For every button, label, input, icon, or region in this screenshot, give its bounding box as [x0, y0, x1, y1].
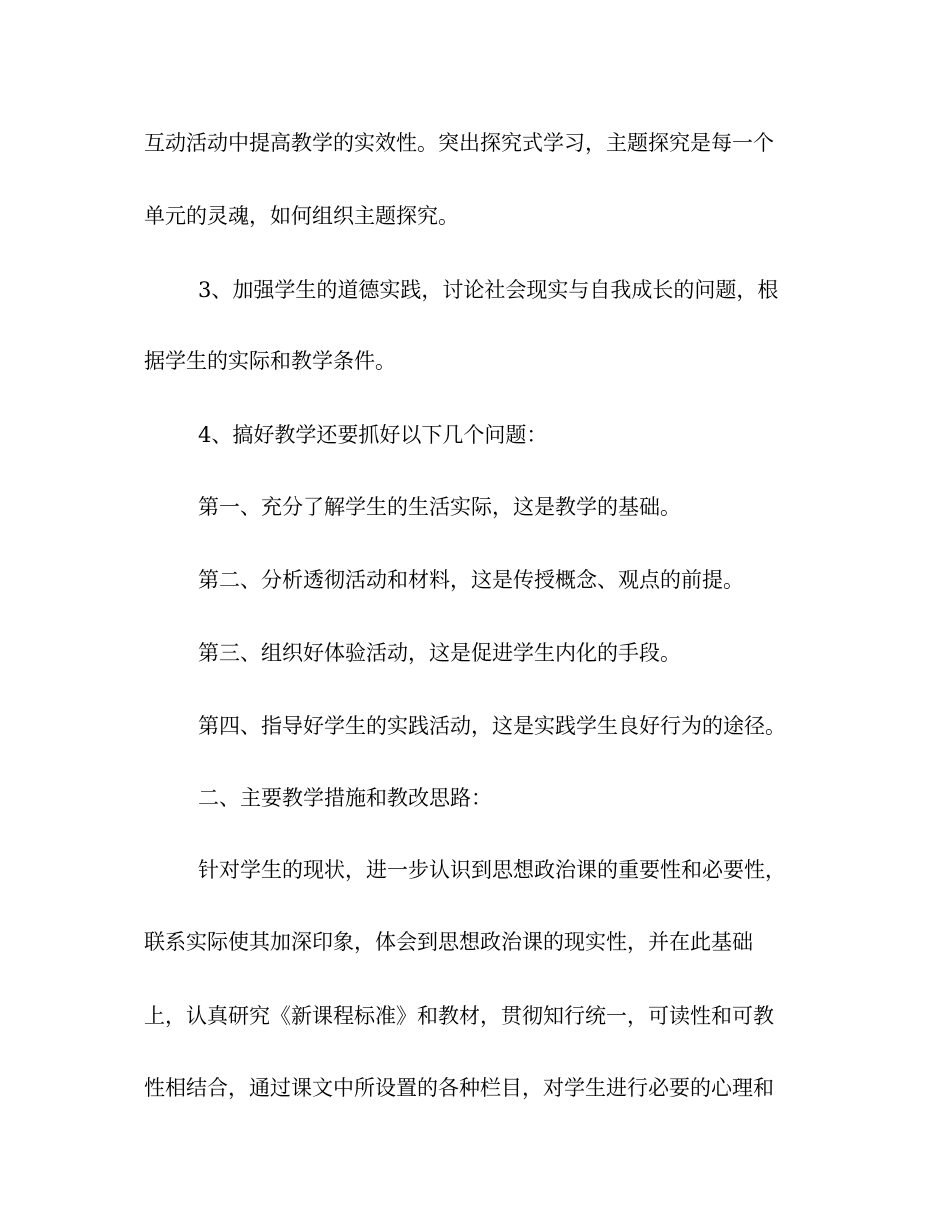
paragraph-line: 上，认真研究《新课程标准》和教材，贯彻知行统一，可读性和可教: [144, 1004, 774, 1028]
paragraph-line: 第一、充分了解学生的生活实际，这是教学的基础。: [198, 495, 681, 519]
paragraph-line: 4、搞好教学还要抓好以下几个问题：: [198, 423, 548, 447]
paragraph-line: 针对学生的现状，进一步认识到思想政治课的重要性和必要性，: [198, 858, 786, 882]
paragraph-line: 3、加强学生的道德实践，讨论社会现实与自我成长的问题，根: [198, 278, 779, 302]
paragraph-line: 第二、分析透彻活动和材料，这是传授概念、观点的前提。: [198, 568, 744, 592]
paragraph-line: 单元的灵魂，如何组织主题探究。: [144, 204, 459, 228]
paragraph-line: 二、主要教学措施和教改思路：: [198, 786, 492, 810]
paragraph-line: 互动活动中提高教学的实效性。突出探究式学习，主题探究是每一个: [144, 131, 774, 155]
paragraph-line: 联系实际使其加深印象，体会到思想政治课的现实性，并在此基础: [144, 930, 753, 954]
paragraph-line: 第四、指导好学生的实践活动，这是实践学生良好行为的途径。: [198, 714, 786, 738]
paragraph-line: 据学生的实际和教学条件。: [144, 349, 396, 373]
paragraph-line: 第三、组织好体验活动，这是促进学生内化的手段。: [198, 641, 681, 665]
paragraph-line: 性相结合，通过课文中所设置的各种栏目，对学生进行必要的心理和: [144, 1076, 774, 1100]
